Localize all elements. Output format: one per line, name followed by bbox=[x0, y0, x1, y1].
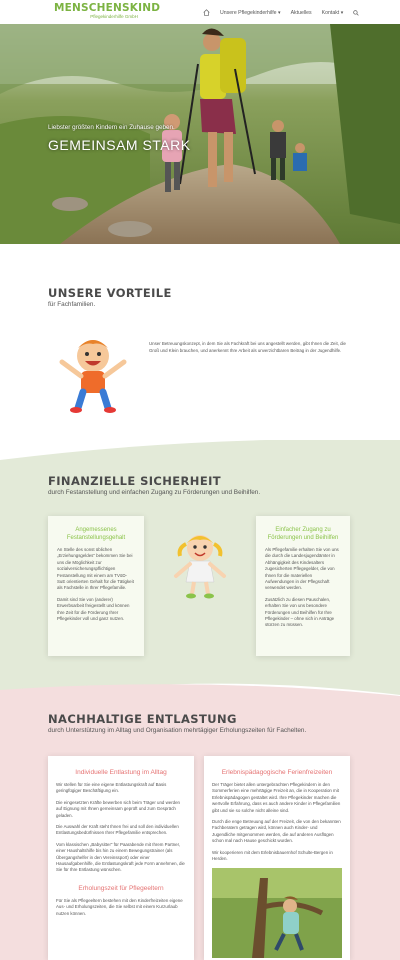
card-text: Zusätzlich zu diesen Pauschalen, erhalten Sie von uns besondere Förderungen und Beihilfen für Ihre Pflegekinder – ohne sich in Anträge stürzen zu müssen. bbox=[265, 596, 335, 628]
card-text: Wir kooperieren mit dem Erlebnisbauernhof Schulte-Bergen in Herden. bbox=[212, 849, 333, 862]
hero-photo bbox=[0, 24, 400, 244]
finanziell-subtitle: durch Festanstellung und einfachen Zugang zu Förderungen und Beihilfen. bbox=[48, 489, 261, 496]
climbing-photo bbox=[212, 868, 342, 958]
card-text: An Stelle des sonst üblichen „Erziehungsgeldes" bekommen Sie bei uns die Möglichkeit zur sozialversicherungspflichtigen Festanstellung mit einem am TVöD-SuE orientierten Gehalt für die Tätigkeit als Fachstelle in Ihrer Pflegefamilie. bbox=[57, 547, 134, 591]
nav-item-pflegekinderhilfe[interactable]: Unsere Pflegekinderhilfe ▾ bbox=[220, 9, 281, 16]
card-title: Individuelle Entlastung im Alltag bbox=[75, 769, 167, 776]
vorteile-text: Unser Betreuungskonzept, in dem Sie als Fachkraft bei uns angestellt werden, gibt Ihnen die Zeit, die Groß und Klein brauchen, und anerkennt Ihre Arbeit als unverzichtbaren Beitrag in der Jugendhilfe. bbox=[149, 341, 346, 353]
hero-tagline: Liebster größten Kindern ein Zuhause geben. bbox=[48, 124, 175, 131]
card-text: Für Sie als Pflegeeltern bestehen mit den Kinderfreizeiten eigene Aus- und Erholungszeiten, die Sie selbst mit einem Kurzurlaub nutzen können. bbox=[56, 897, 183, 916]
card-festanstellung bbox=[48, 516, 144, 656]
card-text: Als Pflegefamilie erhalten Sie von uns die durch die Landesjugendämter in Abhängigkeit des Kindesalters zugesicherten Pflegegelder, die von Ihnen für die materiellen Aufwendungen in der Pflegschaft verwendet werden. bbox=[265, 547, 339, 591]
card-title: Einfacher Zugang zu Förderungen und Beihilfen bbox=[267, 527, 339, 541]
card-foerderungen bbox=[256, 516, 350, 656]
card-alltag bbox=[48, 756, 194, 960]
card-ferienfreizeiten bbox=[204, 756, 350, 960]
logo-subline: Pflegekinderhilfe GmbH bbox=[90, 14, 138, 19]
chevron-down-icon: ▾ bbox=[277, 9, 281, 16]
girl-illustration bbox=[172, 528, 228, 600]
home-icon[interactable] bbox=[203, 9, 210, 16]
hero-title: GEMEINSAM STARK bbox=[48, 137, 191, 153]
card-title: Angemessenes Festanstellungsgehalt bbox=[66, 527, 126, 541]
chevron-down-icon: ▾ bbox=[340, 9, 344, 16]
logo-wordmark: MENSCHENSKIND bbox=[54, 2, 161, 14]
search-icon[interactable] bbox=[353, 10, 359, 16]
entlastung-title: NACHHALTIGE ENTLASTUNG bbox=[48, 712, 237, 726]
nav-item-aktuelles[interactable]: Aktuelles bbox=[290, 9, 312, 16]
vorteile-subtitle: für Fachfamilien. bbox=[48, 301, 96, 308]
hero-banner bbox=[0, 24, 400, 244]
card-text: Damit sind Sie von (anderer) Erwerbsarbeit freigestellt und können Ihre Zeit für die Förderung Ihrer Pflegekinder voll und ganz nutzen. bbox=[57, 596, 130, 622]
card-title: Erholungszeit für Pflegeeltern bbox=[78, 884, 164, 892]
nav-item-kontakt[interactable]: Kontakt ▾ bbox=[321, 9, 344, 16]
card-text: Vom klassischen „Babysitter" für Paarabende mit Ihrem Partner, einer Haushaltshilfe bis hin zu einem Bewegungstrainer (als Übergangshelfer in den Vereinssport) oder einer Hausaufgabenhilfe, die Entlastungskraft jede Form annehmen, die Sie für Ihre Entlastung wünschen. bbox=[56, 841, 185, 873]
logo[interactable] bbox=[54, 3, 160, 19]
card-text: Die Auswahl der Kraft steht Ihnen frei und soll den individuellen Entlastungsbedürfnissen Ihrer Pflegefamilie entsprechen. bbox=[56, 824, 179, 836]
card-text: Durch die enge Betreuung auf der Freizeit, die von den bekannten Fachberatern getragen wird, können auch Kinder- und Jugendliche mitgenommen werden, die auf anderen Ausflügen schon mal nach Hause geschickt wurden. bbox=[212, 819, 341, 844]
card-text: Die eingesetzten Kräfte bewerben sich beim Träger und werden auf Eignung mit Ihnen gemeinsam geprüft und zum Gespräch geladen. bbox=[56, 799, 180, 818]
card-text: Der Träger bietet allen untergebrachten Pflegekindern in den Sommerferien eine mehrtägige Freizeit an, die in Kooperation mit Erlebnispädagogen gestaltet wird. Ihre Pflegekinder machen die wertvolle Erfahrung, dass es auch andere Kinder in Pflegefamilien gibt und sie so solche nicht alleine sind. bbox=[212, 782, 341, 813]
card-title: Erlebnispädagogische Ferienfreizeiten bbox=[221, 769, 333, 776]
entlastung-subtitle: durch Unterstützung im Alltag und Organisation mehrtägiger Erholungszeiten für Fachelten. bbox=[48, 727, 307, 734]
card-text: Wir stellen für Sie eine eigene Entlastungskraft auf Basis geringfügiger Beschäftigung ein. bbox=[56, 782, 167, 794]
boy-illustration bbox=[56, 334, 130, 414]
finanziell-title: FINANZIELLE SICHERHEIT bbox=[48, 474, 222, 488]
main-nav bbox=[203, 9, 359, 16]
vorteile-title: UNSERE VORTEILE bbox=[48, 286, 172, 300]
site-header bbox=[0, 0, 400, 24]
